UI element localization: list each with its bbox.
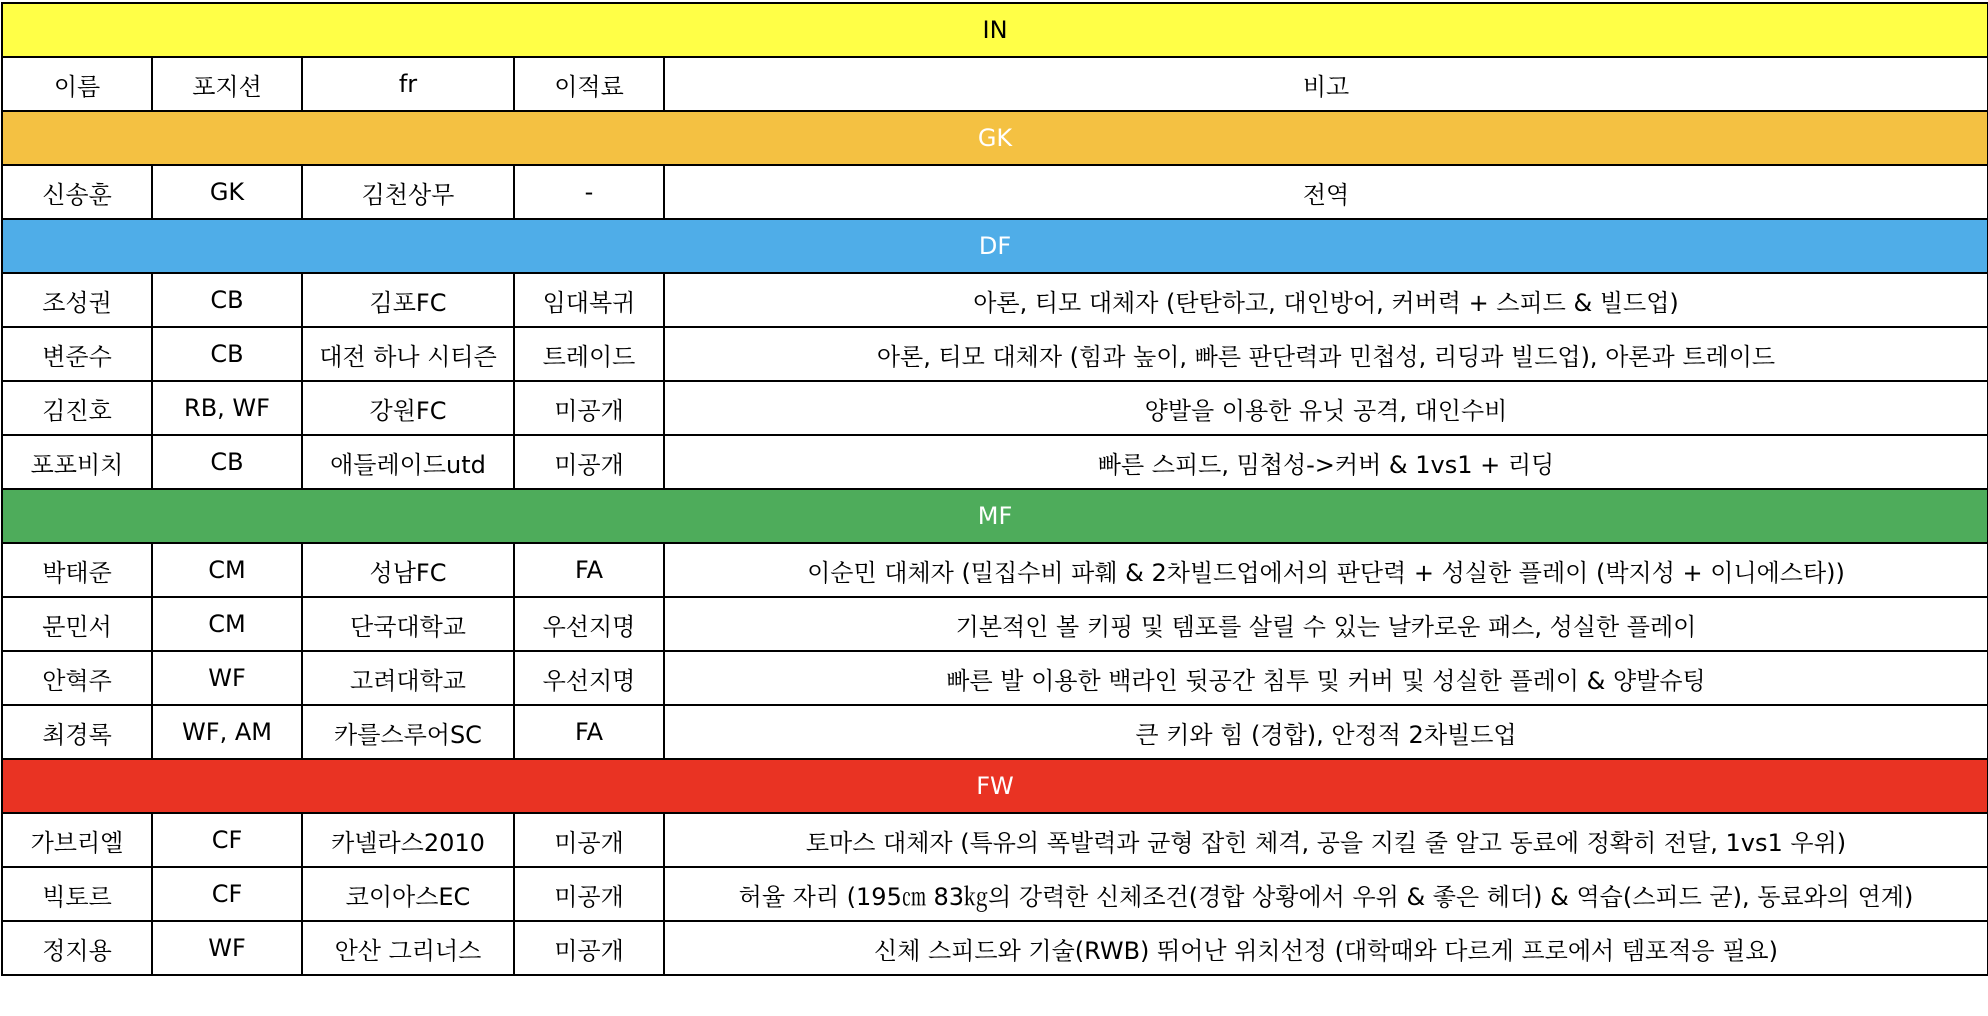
column-header-position: 포지션	[152, 57, 302, 111]
player-note: 신체 스피드와 기술(RWB) 뛰어난 위치선정 (대학때와 다르게 프로에서 템포적응 필요)	[664, 921, 1988, 975]
player-note: 양발을 이용한 유닛 공격, 대인수비	[664, 381, 1988, 435]
player-from: 고려대학교	[302, 651, 514, 705]
player-name: 최경록	[2, 705, 152, 759]
player-note: 빠른 스피드, 밈첩성->커버 & 1vs1 + 리딩	[664, 435, 1988, 489]
table-row	[2, 327, 1988, 381]
player-position: GK	[152, 165, 302, 219]
player-name: 변준수	[2, 327, 152, 381]
player-position: WF	[152, 651, 302, 705]
player-from: 코이아스EC	[302, 867, 514, 921]
player-position: WF, AM	[152, 705, 302, 759]
player-fee: 미공개	[514, 813, 664, 867]
player-position: CB	[152, 327, 302, 381]
player-from: 김포FC	[302, 273, 514, 327]
player-position: CM	[152, 597, 302, 651]
table-row	[2, 597, 1988, 651]
table-row	[2, 381, 1988, 435]
transfer-in-table	[1, 2, 1988, 976]
column-header-note: 비고	[664, 57, 1988, 111]
table-row	[2, 867, 1988, 921]
table-row	[2, 705, 1988, 759]
player-name: 김진호	[2, 381, 152, 435]
section-row-df	[2, 219, 1988, 273]
player-fee: 트레이드	[514, 327, 664, 381]
player-name: 가브리엘	[2, 813, 152, 867]
player-note: 이순민 대체자 (밀집수비 파훼 & 2차빌드업에서의 판단력 + 성실한 플레이 (박지성 + 이니에스타))	[664, 543, 1988, 597]
player-position: CF	[152, 813, 302, 867]
table-row	[2, 651, 1988, 705]
player-position: CM	[152, 543, 302, 597]
player-fee: FA	[514, 705, 664, 759]
player-from: 카를스루어SC	[302, 705, 514, 759]
table-title: IN	[2, 3, 1988, 57]
player-note: 빠른 발 이용한 백라인 뒷공간 침투 및 커버 및 성실한 플레이 & 양발슈팅	[664, 651, 1988, 705]
player-fee: 미공개	[514, 381, 664, 435]
table-row	[2, 813, 1988, 867]
player-name: 포포비치	[2, 435, 152, 489]
player-note: 전역	[664, 165, 1988, 219]
player-fee: 미공개	[514, 921, 664, 975]
player-from: 안산 그리너스	[302, 921, 514, 975]
player-name: 박태준	[2, 543, 152, 597]
column-header-fee: 이적료	[514, 57, 664, 111]
player-name: 문민서	[2, 597, 152, 651]
player-name: 안혁주	[2, 651, 152, 705]
player-name: 신송훈	[2, 165, 152, 219]
player-name: 정지용	[2, 921, 152, 975]
table-row	[2, 921, 1988, 975]
player-note: 기본적인 볼 키핑 및 템포를 살릴 수 있는 날카로운 패스, 성실한 플레이	[664, 597, 1988, 651]
player-from: 김천상무	[302, 165, 514, 219]
header-row	[2, 57, 1988, 111]
player-from: 성남FC	[302, 543, 514, 597]
player-fee: FA	[514, 543, 664, 597]
title-row	[2, 3, 1988, 57]
player-fee: 임대복귀	[514, 273, 664, 327]
table-row	[2, 165, 1988, 219]
table-row	[2, 435, 1988, 489]
player-note: 아론, 티모 대체자 (힘과 높이, 빠른 판단력과 민첩성, 리딩과 빌드업), 아론과 트레이드	[664, 327, 1988, 381]
table-row	[2, 543, 1988, 597]
player-fee: 미공개	[514, 867, 664, 921]
player-fee: 우선지명	[514, 597, 664, 651]
section-header-df: DF	[2, 219, 1988, 273]
column-header-name: 이름	[2, 57, 152, 111]
section-header-gk: GK	[2, 111, 1988, 165]
section-row-fw	[2, 759, 1988, 813]
section-header-mf: MF	[2, 489, 1988, 543]
player-fee: 우선지명	[514, 651, 664, 705]
player-from: 강원FC	[302, 381, 514, 435]
section-header-fw: FW	[2, 759, 1988, 813]
player-position: CB	[152, 435, 302, 489]
player-from: 애들레이드utd	[302, 435, 514, 489]
player-note: 허율 자리 (195㎝ 83㎏의 강력한 신체조건(경합 상황에서 우위 & 좋은 헤더) & 역습(스피드 굳), 동료와의 연계)	[664, 867, 1988, 921]
section-row-gk	[2, 111, 1988, 165]
player-note: 큰 키와 힘 (경합), 안정적 2차빌드업	[664, 705, 1988, 759]
section-row-mf	[2, 489, 1988, 543]
player-from: 대전 하나 시티즌	[302, 327, 514, 381]
player-fee: 미공개	[514, 435, 664, 489]
column-header-from: fr	[302, 57, 514, 111]
player-position: CF	[152, 867, 302, 921]
player-name: 조성권	[2, 273, 152, 327]
player-name: 빅토르	[2, 867, 152, 921]
player-from: 카넬라스2010	[302, 813, 514, 867]
player-position: WF	[152, 921, 302, 975]
player-fee: -	[514, 165, 664, 219]
player-note: 아론, 티모 대체자 (탄탄하고, 대인방어, 커버력 + 스피드 & 빌드업)	[664, 273, 1988, 327]
player-note: 토마스 대체자 (특유의 폭발력과 균형 잡힌 체격, 공을 지킬 줄 알고 동료에 정확히 전달, 1vs1 우위)	[664, 813, 1988, 867]
player-position: RB, WF	[152, 381, 302, 435]
player-from: 단국대학교	[302, 597, 514, 651]
table-row	[2, 273, 1988, 327]
player-position: CB	[152, 273, 302, 327]
